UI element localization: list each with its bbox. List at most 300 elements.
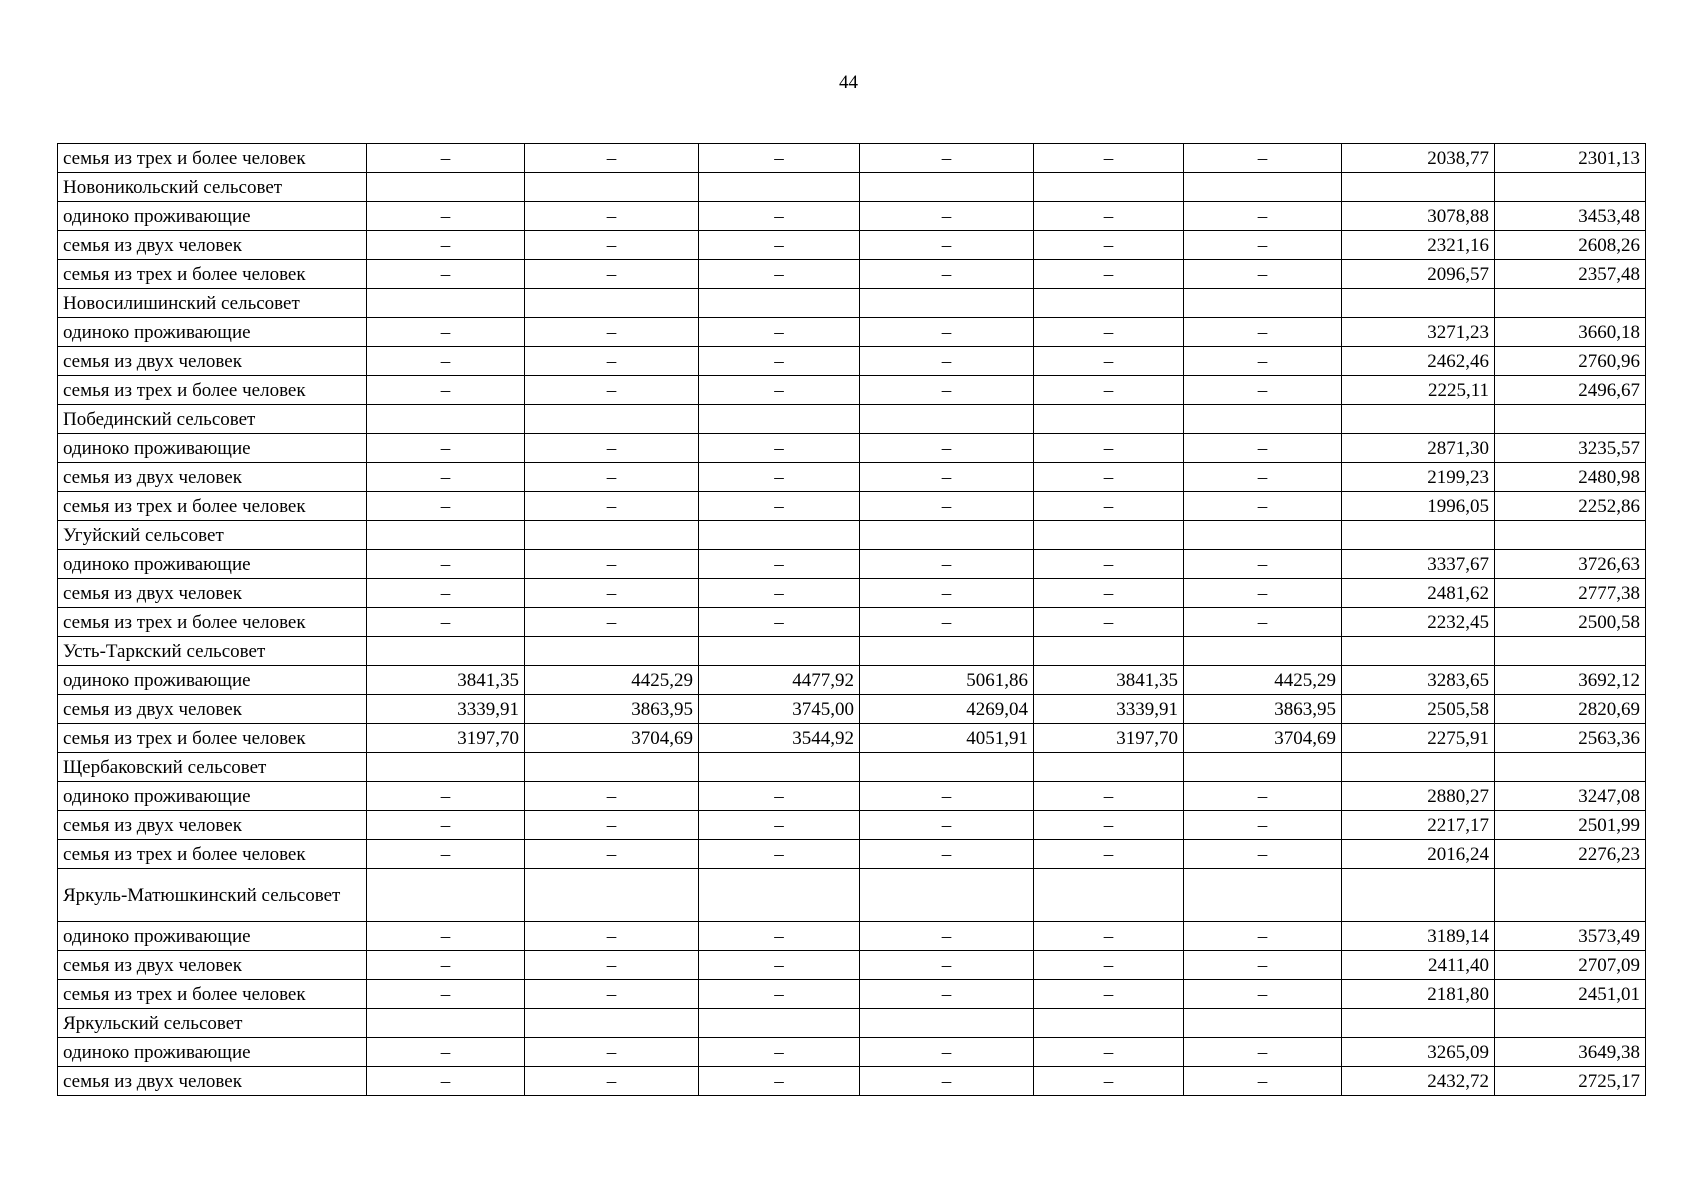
table-cell: – bbox=[1034, 782, 1184, 811]
table-cell: – bbox=[1184, 811, 1342, 840]
table-cell bbox=[1034, 869, 1184, 922]
table-cell bbox=[1342, 405, 1495, 434]
table-cell bbox=[525, 869, 699, 922]
table-cell bbox=[860, 1009, 1034, 1038]
table-row bbox=[58, 922, 1646, 951]
table-cell: – bbox=[699, 951, 860, 980]
table-row bbox=[58, 144, 1646, 173]
table-cell: 2505,58 bbox=[1342, 695, 1495, 724]
row-label: семья из двух человек bbox=[58, 579, 367, 608]
table-cell bbox=[525, 289, 699, 318]
row-label: одиноко проживающие bbox=[58, 202, 367, 231]
table-cell: – bbox=[525, 463, 699, 492]
table-cell bbox=[1184, 289, 1342, 318]
table-cell bbox=[525, 405, 699, 434]
table-cell: 2276,23 bbox=[1495, 840, 1646, 869]
row-label: одиноко проживающие bbox=[58, 922, 367, 951]
table-row bbox=[58, 318, 1646, 347]
table-cell: – bbox=[367, 492, 525, 521]
table-cell: 2225,11 bbox=[1342, 376, 1495, 405]
table-cell: – bbox=[860, 579, 1034, 608]
table-cell: – bbox=[1034, 434, 1184, 463]
table-cell: – bbox=[367, 347, 525, 376]
table-cell bbox=[525, 637, 699, 666]
table-cell: – bbox=[699, 980, 860, 1009]
row-label: семья из двух человек bbox=[58, 463, 367, 492]
table-cell bbox=[1034, 289, 1184, 318]
table-cell bbox=[1184, 1009, 1342, 1038]
table-cell: – bbox=[525, 202, 699, 231]
table-cell: 2321,16 bbox=[1342, 231, 1495, 260]
table-cell: – bbox=[860, 231, 1034, 260]
table-cell bbox=[1342, 637, 1495, 666]
row-label: семья из двух человек bbox=[58, 951, 367, 980]
table-cell bbox=[1495, 289, 1646, 318]
table-row bbox=[58, 579, 1646, 608]
table-cell: – bbox=[1034, 492, 1184, 521]
table-cell bbox=[1342, 289, 1495, 318]
table-cell: – bbox=[699, 434, 860, 463]
table-cell: – bbox=[1184, 1038, 1342, 1067]
table-cell: 2725,17 bbox=[1495, 1067, 1646, 1096]
table-cell: 2301,13 bbox=[1495, 144, 1646, 173]
table-cell: – bbox=[525, 550, 699, 579]
table-cell: 2480,98 bbox=[1495, 463, 1646, 492]
table-cell: 2199,23 bbox=[1342, 463, 1495, 492]
table-cell: – bbox=[1034, 1038, 1184, 1067]
table-cell: 3692,12 bbox=[1495, 666, 1646, 695]
table-cell: 2275,91 bbox=[1342, 724, 1495, 753]
row-label: семья из двух человек bbox=[58, 231, 367, 260]
page-number: 44 bbox=[839, 72, 858, 93]
row-label: семья из трех и более человек bbox=[58, 376, 367, 405]
table-cell: – bbox=[1034, 951, 1184, 980]
row-label: Побединский сельсовет bbox=[58, 405, 367, 434]
table-cell bbox=[367, 521, 525, 550]
table-cell: – bbox=[367, 260, 525, 289]
table-cell: – bbox=[699, 608, 860, 637]
table-row bbox=[58, 695, 1646, 724]
table-cell bbox=[1342, 753, 1495, 782]
table-cell: – bbox=[1034, 463, 1184, 492]
table-cell: 2563,36 bbox=[1495, 724, 1646, 753]
table-cell: – bbox=[699, 347, 860, 376]
table-cell: – bbox=[860, 811, 1034, 840]
table-row bbox=[58, 811, 1646, 840]
table-cell bbox=[860, 753, 1034, 782]
table-cell: 2232,45 bbox=[1342, 608, 1495, 637]
table-cell: – bbox=[367, 231, 525, 260]
row-label: семья из трех и более человек bbox=[58, 980, 367, 1009]
table-cell: 2820,69 bbox=[1495, 695, 1646, 724]
table-cell: – bbox=[1034, 376, 1184, 405]
table-row bbox=[58, 550, 1646, 579]
table-cell bbox=[1034, 405, 1184, 434]
table-cell: – bbox=[1034, 980, 1184, 1009]
table-cell: 2760,96 bbox=[1495, 347, 1646, 376]
table-cell: 3453,48 bbox=[1495, 202, 1646, 231]
table-cell bbox=[1184, 405, 1342, 434]
table-cell bbox=[1034, 637, 1184, 666]
table-cell bbox=[1184, 521, 1342, 550]
table-cell: – bbox=[1184, 608, 1342, 637]
table-cell bbox=[1342, 521, 1495, 550]
row-label: семья из двух человек bbox=[58, 811, 367, 840]
table-cell: – bbox=[525, 1067, 699, 1096]
table-cell: – bbox=[860, 434, 1034, 463]
table-cell: 4051,91 bbox=[860, 724, 1034, 753]
table-cell: – bbox=[699, 202, 860, 231]
table-cell: – bbox=[1034, 579, 1184, 608]
table-cell: 3841,35 bbox=[1034, 666, 1184, 695]
table-cell: – bbox=[367, 376, 525, 405]
table-cell: – bbox=[699, 1067, 860, 1096]
table-cell: – bbox=[525, 231, 699, 260]
tariff-table bbox=[57, 143, 1646, 1096]
table-cell: – bbox=[367, 318, 525, 347]
table-cell: – bbox=[860, 144, 1034, 173]
table-cell: – bbox=[699, 579, 860, 608]
table-cell bbox=[367, 869, 525, 922]
table-cell bbox=[699, 1009, 860, 1038]
table-cell: 3247,08 bbox=[1495, 782, 1646, 811]
table-cell: – bbox=[860, 1067, 1034, 1096]
table-cell: 2777,38 bbox=[1495, 579, 1646, 608]
table-cell: – bbox=[860, 1038, 1034, 1067]
table-cell: – bbox=[860, 782, 1034, 811]
table-cell: – bbox=[860, 840, 1034, 869]
table-cell bbox=[1184, 753, 1342, 782]
table-cell bbox=[699, 405, 860, 434]
row-label: Яркуль-Матюшкинский сельсовет bbox=[58, 869, 367, 922]
table-cell: 3283,65 bbox=[1342, 666, 1495, 695]
table-cell: – bbox=[367, 951, 525, 980]
table-cell: – bbox=[860, 608, 1034, 637]
row-label: семья из трех и более человек bbox=[58, 492, 367, 521]
table-cell: – bbox=[699, 231, 860, 260]
table-cell: 3704,69 bbox=[525, 724, 699, 753]
table-row bbox=[58, 289, 1646, 318]
table-row bbox=[58, 521, 1646, 550]
table-row bbox=[58, 434, 1646, 463]
table-cell: – bbox=[1034, 550, 1184, 579]
table-cell: 2432,72 bbox=[1342, 1067, 1495, 1096]
table-cell: 3265,09 bbox=[1342, 1038, 1495, 1067]
table-row bbox=[58, 376, 1646, 405]
table-cell: – bbox=[525, 144, 699, 173]
table-cell bbox=[367, 637, 525, 666]
table-cell: 3339,91 bbox=[1034, 695, 1184, 724]
table-cell: – bbox=[525, 260, 699, 289]
table-row bbox=[58, 869, 1646, 922]
table-cell: 4425,29 bbox=[1184, 666, 1342, 695]
table-cell: – bbox=[860, 922, 1034, 951]
table-cell: 3660,18 bbox=[1495, 318, 1646, 347]
table-row bbox=[58, 1067, 1646, 1096]
table-cell: 2501,99 bbox=[1495, 811, 1646, 840]
table-cell: – bbox=[1184, 579, 1342, 608]
table-cell: – bbox=[367, 1038, 525, 1067]
table-cell: – bbox=[1184, 144, 1342, 173]
row-label: семья из трех и более человек bbox=[58, 724, 367, 753]
table-cell: 3271,23 bbox=[1342, 318, 1495, 347]
table-cell: – bbox=[860, 550, 1034, 579]
table-cell: 2880,27 bbox=[1342, 782, 1495, 811]
table-cell: – bbox=[1034, 318, 1184, 347]
table-cell: – bbox=[699, 492, 860, 521]
table-cell: 2217,17 bbox=[1342, 811, 1495, 840]
table-cell: – bbox=[1034, 1067, 1184, 1096]
table-cell: – bbox=[1184, 951, 1342, 980]
table-cell: – bbox=[1184, 550, 1342, 579]
table-cell: – bbox=[367, 922, 525, 951]
table-cell bbox=[1034, 173, 1184, 202]
table-cell: – bbox=[1184, 463, 1342, 492]
table-cell bbox=[699, 289, 860, 318]
table-cell bbox=[1184, 173, 1342, 202]
table-cell: – bbox=[525, 782, 699, 811]
table-cell: – bbox=[1184, 347, 1342, 376]
row-label: одиноко проживающие bbox=[58, 666, 367, 695]
row-label: семья из трех и более человек bbox=[58, 608, 367, 637]
table-cell: – bbox=[699, 1038, 860, 1067]
table-cell: – bbox=[525, 376, 699, 405]
table-row bbox=[58, 492, 1646, 521]
table-cell bbox=[860, 405, 1034, 434]
table-cell: 3863,95 bbox=[1184, 695, 1342, 724]
table-cell: 2871,30 bbox=[1342, 434, 1495, 463]
table-cell bbox=[699, 521, 860, 550]
table-cell: – bbox=[699, 550, 860, 579]
table-cell: – bbox=[367, 782, 525, 811]
table-row bbox=[58, 666, 1646, 695]
table-cell: – bbox=[1184, 840, 1342, 869]
table-row bbox=[58, 608, 1646, 637]
table-cell: – bbox=[1184, 1067, 1342, 1096]
table-row bbox=[58, 980, 1646, 1009]
table-cell: 3337,67 bbox=[1342, 550, 1495, 579]
table-cell: – bbox=[1184, 202, 1342, 231]
table-cell: – bbox=[525, 922, 699, 951]
table-cell: 3339,91 bbox=[367, 695, 525, 724]
table-row bbox=[58, 231, 1646, 260]
row-label: одиноко проживающие bbox=[58, 434, 367, 463]
table-cell: – bbox=[860, 951, 1034, 980]
table-row bbox=[58, 260, 1646, 289]
table-cell: – bbox=[1184, 260, 1342, 289]
table-cell bbox=[699, 869, 860, 922]
table-cell bbox=[525, 521, 699, 550]
row-label: Усть-Таркский сельсовет bbox=[58, 637, 367, 666]
table-cell bbox=[1495, 869, 1646, 922]
table-cell: 2357,48 bbox=[1495, 260, 1646, 289]
table-cell: – bbox=[860, 202, 1034, 231]
table-cell: – bbox=[699, 463, 860, 492]
table-cell: – bbox=[1034, 231, 1184, 260]
table-cell: – bbox=[860, 260, 1034, 289]
table-cell: 4269,04 bbox=[860, 695, 1034, 724]
table-cell: – bbox=[367, 434, 525, 463]
table-cell: 3745,00 bbox=[699, 695, 860, 724]
table-cell: 2481,62 bbox=[1342, 579, 1495, 608]
table-cell bbox=[699, 637, 860, 666]
table-cell bbox=[1034, 1009, 1184, 1038]
table-cell: 2500,58 bbox=[1495, 608, 1646, 637]
table-cell: – bbox=[525, 811, 699, 840]
row-label: семья из двух человек bbox=[58, 347, 367, 376]
row-label: одиноко проживающие bbox=[58, 550, 367, 579]
table-cell: – bbox=[367, 1067, 525, 1096]
row-label: семья из трех и более человек bbox=[58, 260, 367, 289]
table-cell bbox=[1495, 753, 1646, 782]
table-cell: – bbox=[367, 608, 525, 637]
row-label: Угуйский сельсовет bbox=[58, 521, 367, 550]
table-cell: – bbox=[367, 579, 525, 608]
table-cell: – bbox=[1034, 202, 1184, 231]
table-cell bbox=[699, 173, 860, 202]
table-cell: 2016,24 bbox=[1342, 840, 1495, 869]
table-cell bbox=[1342, 173, 1495, 202]
table-cell: – bbox=[525, 608, 699, 637]
table-cell bbox=[1495, 1009, 1646, 1038]
table-cell bbox=[860, 869, 1034, 922]
table-cell: – bbox=[367, 811, 525, 840]
table-row bbox=[58, 951, 1646, 980]
table-cell: – bbox=[525, 980, 699, 1009]
table-cell: – bbox=[860, 376, 1034, 405]
table-row bbox=[58, 1009, 1646, 1038]
table-cell: 3544,92 bbox=[699, 724, 860, 753]
table-row bbox=[58, 202, 1646, 231]
table-cell: – bbox=[699, 318, 860, 347]
table-cell: – bbox=[525, 951, 699, 980]
table-cell: 3235,57 bbox=[1495, 434, 1646, 463]
table-cell: – bbox=[1184, 980, 1342, 1009]
row-label: Яркульский сельсовет bbox=[58, 1009, 367, 1038]
table-row bbox=[58, 347, 1646, 376]
row-label: семья из трех и более человек bbox=[58, 840, 367, 869]
table-cell: – bbox=[699, 922, 860, 951]
table-cell: 3704,69 bbox=[1184, 724, 1342, 753]
table-cell bbox=[860, 521, 1034, 550]
table-cell: – bbox=[699, 811, 860, 840]
table-cell: – bbox=[699, 144, 860, 173]
table-cell: – bbox=[525, 492, 699, 521]
table-cell: – bbox=[525, 579, 699, 608]
table-cell: – bbox=[1184, 434, 1342, 463]
table-cell bbox=[1184, 637, 1342, 666]
table-row bbox=[58, 724, 1646, 753]
table-cell: – bbox=[1184, 318, 1342, 347]
row-label: одиноко проживающие bbox=[58, 1038, 367, 1067]
table-cell bbox=[1342, 869, 1495, 922]
table-cell: 3197,70 bbox=[367, 724, 525, 753]
table-cell: – bbox=[525, 347, 699, 376]
table-row bbox=[58, 405, 1646, 434]
row-label: семья из двух человек bbox=[58, 1067, 367, 1096]
table-cell: – bbox=[525, 840, 699, 869]
row-label: одиноко проживающие bbox=[58, 782, 367, 811]
table-cell: – bbox=[1184, 376, 1342, 405]
row-label: Новосилишинский сельсовет bbox=[58, 289, 367, 318]
table-cell bbox=[860, 289, 1034, 318]
table-cell: – bbox=[1034, 144, 1184, 173]
table-cell: – bbox=[1184, 231, 1342, 260]
table-cell: 4425,29 bbox=[525, 666, 699, 695]
table-cell: – bbox=[367, 550, 525, 579]
table-cell: 2411,40 bbox=[1342, 951, 1495, 980]
table-cell: 3189,14 bbox=[1342, 922, 1495, 951]
table-cell bbox=[1495, 521, 1646, 550]
table-cell: – bbox=[367, 463, 525, 492]
table-cell: – bbox=[1184, 492, 1342, 521]
table-cell bbox=[525, 173, 699, 202]
table-row bbox=[58, 463, 1646, 492]
table-cell bbox=[860, 173, 1034, 202]
table-cell: 3863,95 bbox=[525, 695, 699, 724]
table-cell: 2462,46 bbox=[1342, 347, 1495, 376]
table-cell bbox=[367, 1009, 525, 1038]
row-label: Новоникольский сельсовет bbox=[58, 173, 367, 202]
table-cell: – bbox=[1184, 782, 1342, 811]
table-cell: – bbox=[860, 980, 1034, 1009]
table-row bbox=[58, 782, 1646, 811]
table-cell bbox=[1184, 869, 1342, 922]
table-cell bbox=[1034, 521, 1184, 550]
table-cell: 3573,49 bbox=[1495, 922, 1646, 951]
table-cell: – bbox=[860, 492, 1034, 521]
table-cell bbox=[525, 1009, 699, 1038]
table-cell: 2096,57 bbox=[1342, 260, 1495, 289]
table-cell: – bbox=[367, 840, 525, 869]
table-cell: 2608,26 bbox=[1495, 231, 1646, 260]
table-cell: – bbox=[699, 782, 860, 811]
table-cell: – bbox=[367, 202, 525, 231]
table-cell bbox=[367, 173, 525, 202]
table-cell: 3841,35 bbox=[367, 666, 525, 695]
table-cell bbox=[1495, 173, 1646, 202]
table-cell: – bbox=[1034, 260, 1184, 289]
table-row bbox=[58, 1038, 1646, 1067]
table-cell: – bbox=[525, 1038, 699, 1067]
table-cell: 5061,86 bbox=[860, 666, 1034, 695]
table-cell: – bbox=[860, 318, 1034, 347]
table-cell bbox=[860, 637, 1034, 666]
table-cell: – bbox=[699, 376, 860, 405]
table-cell: 3649,38 bbox=[1495, 1038, 1646, 1067]
row-label: семья из трех и более человек bbox=[58, 144, 367, 173]
table-cell bbox=[1495, 637, 1646, 666]
table-cell bbox=[367, 289, 525, 318]
table-row bbox=[58, 840, 1646, 869]
table-cell bbox=[367, 405, 525, 434]
table-cell: 3726,63 bbox=[1495, 550, 1646, 579]
table-cell: – bbox=[367, 144, 525, 173]
table-row bbox=[58, 637, 1646, 666]
table-cell: 2707,09 bbox=[1495, 951, 1646, 980]
table-cell: 2038,77 bbox=[1342, 144, 1495, 173]
table-cell bbox=[367, 753, 525, 782]
table-cell: – bbox=[525, 434, 699, 463]
table-cell: – bbox=[1034, 922, 1184, 951]
table-row bbox=[58, 753, 1646, 782]
table-cell: 2451,01 bbox=[1495, 980, 1646, 1009]
table-cell: – bbox=[1034, 608, 1184, 637]
table-cell bbox=[1342, 1009, 1495, 1038]
row-label: Щербаковский сельсовет bbox=[58, 753, 367, 782]
table-cell: 3197,70 bbox=[1034, 724, 1184, 753]
table-cell bbox=[1495, 405, 1646, 434]
